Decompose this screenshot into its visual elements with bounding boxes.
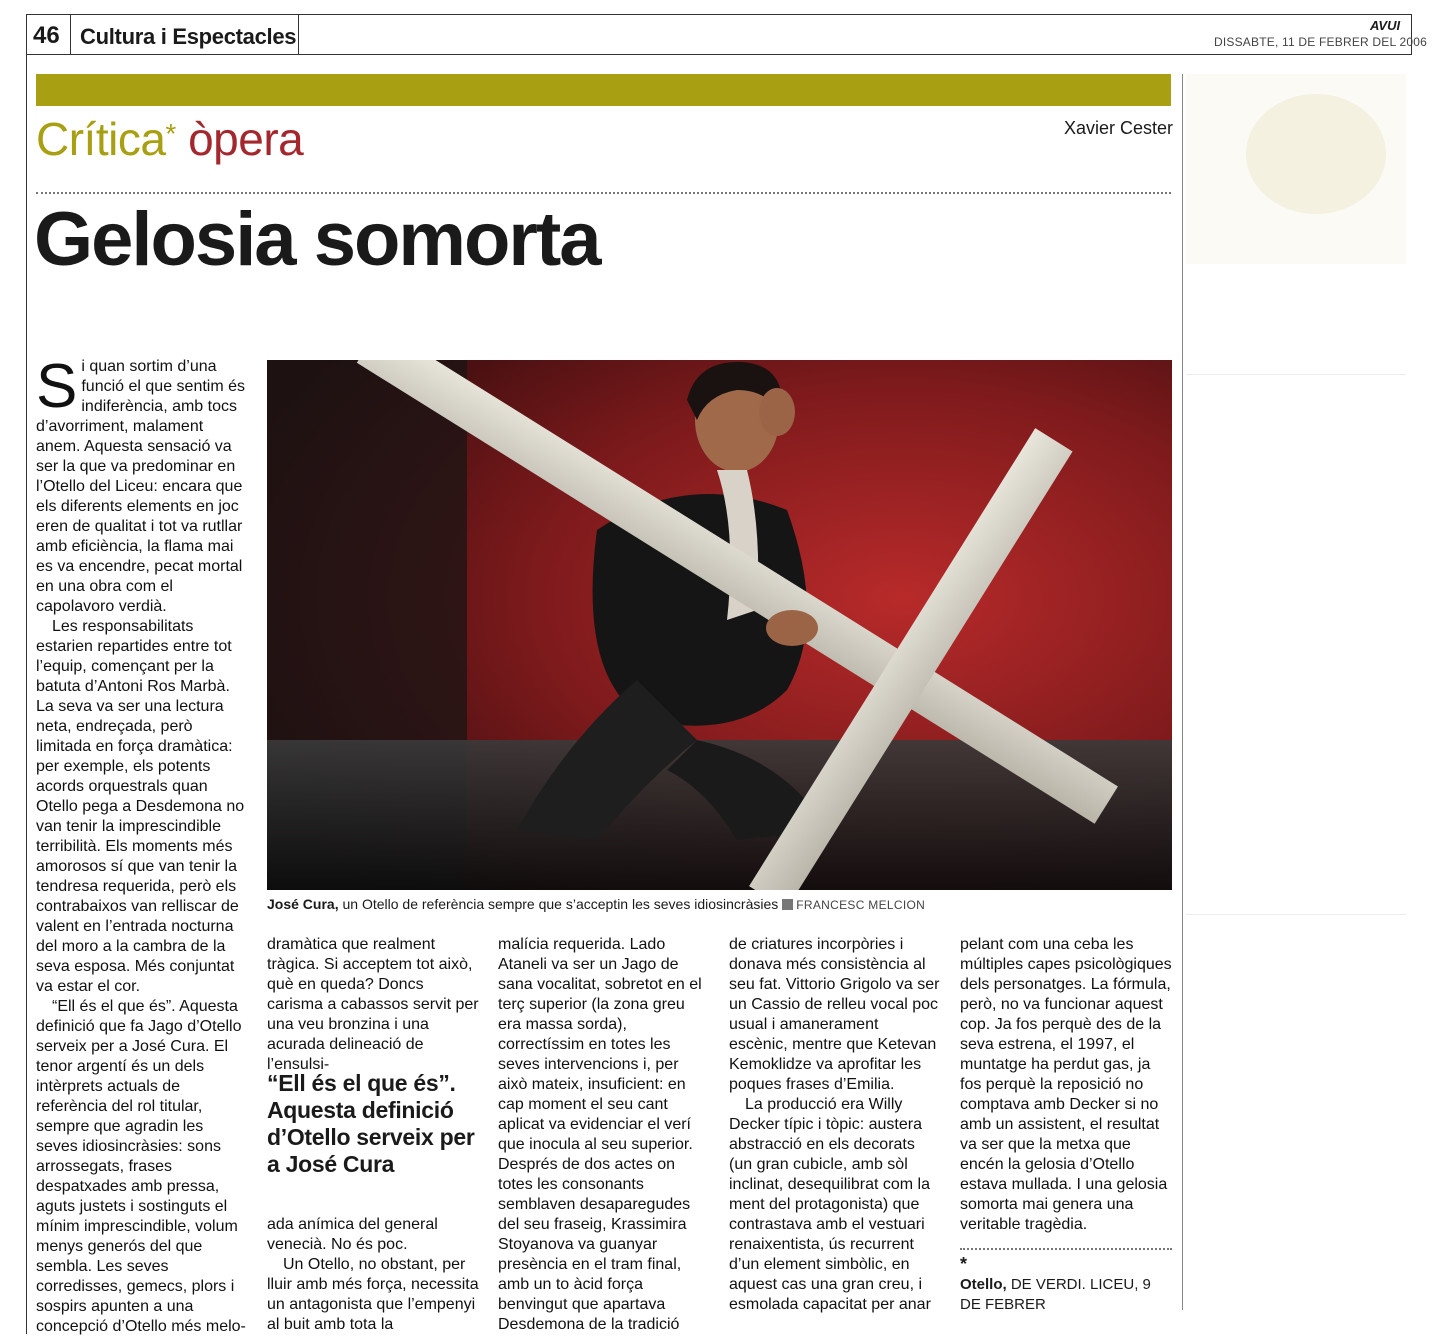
paragraph: malícia requerida. Lado Ataneli va ser un Jago de sana vocalitat, sobretot en el terç superior (la zona greu era massa sorda), correctíssim en totes les seves intervencions i, per això mateix, insuficient: en cap moment el seu cant aplicat va evidenciar el verí que inocula al seu superior. Després de dos actes on totes les consonants semblaven desaparegudes del seu fraseig, Krassimira Stoyanova va guanyar presència en el tram final, amb un to àcid força benvingut que apartava Desdemona de la tradició [498, 936, 702, 1333]
faded-adjacent-column [1186, 74, 1406, 1310]
performance-info [960, 1275, 1172, 1315]
credit-square-icon [782, 899, 793, 910]
paragraph: pelant com una ceba les múltiples capes psicològiques dels personatges. La fórmula, però, no va funcionar aquest cop. Ja fos perquè des de la seva estrena, el 1997, el muntatge ha perdut gas, ja fos perquè la reposició no comptava amb Decker si no amb un assistent, el resultat va ser que la metxa que encén la gelosia d’Otello estava mullada. I una gelosia somorta mai genera una veritable tragèdia. [960, 936, 1172, 1233]
photo-credit: FRANCESC MELCION [796, 898, 926, 912]
info-title: Otello, [960, 1276, 1007, 1293]
article-photo [267, 360, 1172, 890]
info-asterisk: * [960, 1254, 968, 1274]
dotted-divider [36, 192, 1171, 194]
paragraph: de criatures incorpòries i donava més consistència al seu fat. Vittorio Grigolo va ser un Cassio de relleu vocal poc usual i amanerament escènic, mentre que Ketevan Kemoklidze va aprofitar les poques frases d’Emilia. [729, 936, 940, 1093]
paragraph-text: i quan sortim d’una funció el que sentim és indiferència, amb tocs d’avorriment, malament anem. Aquesta sensació va ser la que va predominar en l’Otello del Liceu: encara que els diferents elements en joc eren de qualitat i tot va rutllar amb eficiència, la flama mai es va encendre, pecat mortal en una obra com el capolavoro verdià. [36, 358, 246, 615]
newspaper-name: AVUI [1370, 18, 1401, 33]
headline: Gelosia somorta [34, 197, 600, 282]
paragraph: Un Otello, no obstant, per lluir amb més força, necessita un antagonista que l’empenyi al buit amb tota la [267, 1256, 479, 1333]
column-divider [1182, 74, 1183, 1310]
article-column-5 [960, 935, 1172, 1235]
kicker-opera: òpera [188, 113, 304, 165]
section-title: Cultura i Espectacles [80, 24, 297, 49]
article-column-1 [36, 352, 248, 1337]
photo-otello-cross [267, 360, 1172, 890]
kicker-critica: Crítica [36, 113, 166, 165]
article-column-3 [498, 935, 710, 1335]
drop-cap: S [36, 352, 78, 421]
paragraph: ada anímica del general venecià. No és poc. [267, 1216, 438, 1253]
faded-bleedthrough-graphic [1186, 74, 1406, 1310]
header-rule [26, 14, 1412, 15]
caption-text: un Otello de referència sempre que s’acceptin les seves idiosincràsies [338, 896, 779, 912]
kicker-asterisk: * [165, 118, 176, 149]
photo-caption [267, 896, 1172, 912]
article-column-2-continued [267, 1215, 479, 1335]
page-border [26, 14, 27, 1334]
paragraph: dramàtica que realment tràgica. Si acceptem tot això, què en queda? Doncs carisma a cabassos servit per una veu bronzina i una acurada delineació de l’ensulsi- [267, 936, 479, 1073]
article-column-2 [267, 935, 479, 1075]
byline: Xavier Cester [1064, 118, 1174, 138]
header-divider [70, 14, 71, 54]
header-divider [298, 14, 299, 54]
caption-name: José Cura, [267, 896, 339, 912]
issue-date: DISSABTE, 11 DE FEBRER DEL 2006 [1214, 35, 1427, 49]
info-box-divider [960, 1248, 1172, 1250]
section-color-bar [36, 74, 1171, 106]
paragraph [36, 352, 248, 617]
article-column-4 [729, 935, 941, 1315]
page-number: 46 [33, 22, 60, 49]
paragraph: Les responsabilitats estarien repartides entre tot l’equip, començant per la batuta d’Antoni Ros Marbà. La seva va ser una lectura neta, endreçada, però limitada en força dramàtica: per exemple, els potents acords orquestrals quan Otello pega a Desdemona no van tenir la imprescindible terribilità. Els moments més amorosos sí que van tenir la tendresa requerida, però els contrabaixos van relliscar de valent en l’entrada nocturna del moro a la cambra de la seva esposa. Més conjuntat va estar el cor. [36, 618, 245, 995]
info-details: DE VERDI. LICEU, 9 DE FEBRER [960, 1276, 1151, 1313]
article-kicker [36, 112, 303, 166]
paragraph: La producció era Willy Decker típic i tòpic: austera abstracció en els decorats (un gran cubicle, amb sòl inclinat, desequilibrat com la ment del protagonista) que contrastava amb el vestuari renaixentista, ús recurrent d’un element simbòlic, en aquest cas una gran creu, i esmolada capacitat per anar [729, 1096, 931, 1313]
header-rule [26, 54, 1412, 55]
pull-quote: “Ell és el que és”. Aquesta definició d’Otello serveix per a José Cura [267, 1070, 475, 1177]
paragraph: “Ell és el que és”. Aquesta definició que fa Jago d’Otello serveix per a José Cura. El tenor argentí és un dels intèrprets actuals de referència del rol titular, sempre que agradin les seves idiosincràsies: sons arrossegats, frases despatxades amb pressa, aguts justets i sostinguts el mínim imprescindible, volum menys generós del que sembla. Les seves corredisses, gemecs, plors i sospirs apunten a una concepció d’Otello més melo- [36, 998, 246, 1335]
